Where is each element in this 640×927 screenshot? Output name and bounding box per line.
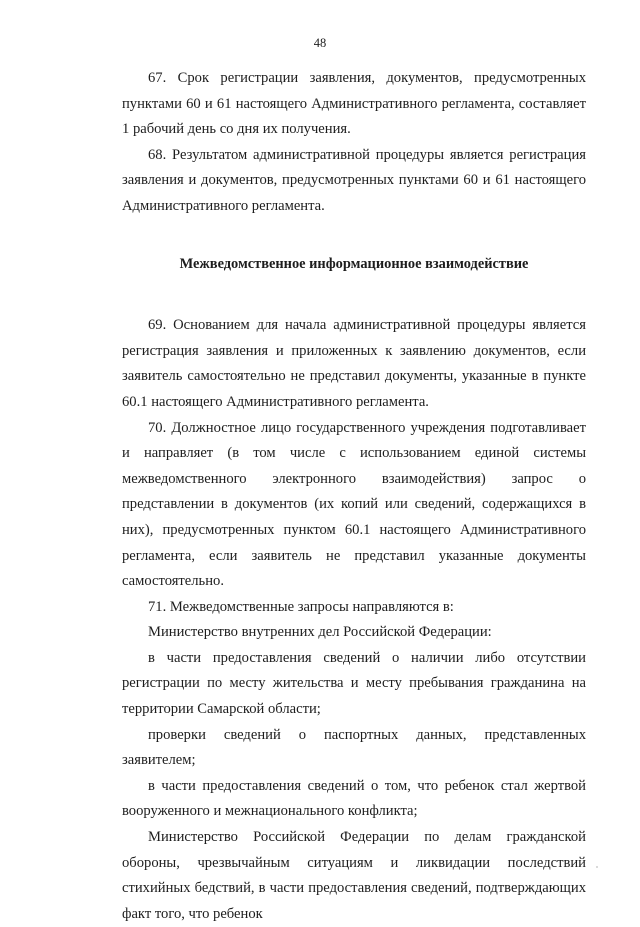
page-number: 48 — [313, 36, 327, 50]
paragraph-conflict-victim: в части предоставления сведений о том, что ребенок стал жертвой вооруженного и межнационального конфликта; — [122, 777, 586, 820]
paragraph-passport-check: проверки сведений о паспортных данных, представленных заявителем; — [122, 726, 586, 769]
paragraph-68: 68. Результатом административной процедуры является регистрация заявления и документов, предусмотренных пунктами 60 и 61 настоящего Административного регламента. — [122, 146, 586, 214]
document-body — [122, 66, 586, 927]
paragraph-registration-info: в части предоставления сведений о наличии либо отсутствии регистрации по месту жительства и месту пребывания гражданина на территории Самарской области; — [122, 649, 586, 718]
section-spacer — [122, 220, 586, 252]
section-spacer — [122, 277, 586, 313]
paragraph-71: 71. Межведомственные запросы направляются в: — [148, 598, 454, 615]
scan-speck — [596, 866, 598, 868]
paragraph-ministry-internal-affairs: Министерство внутренних дел Российской Федерации: — [148, 624, 492, 641]
section-heading: Межведомственное информационное взаимодействие — [179, 255, 529, 272]
paragraph-70: 70. Должностное лицо государственного учреждения подготавливает и направляет (в том числе с использованием единой системы межведомственного электронного взаимодействия) запрос о представлении в документов (их копий или сведений, содержащихся в них), предусмотренных пунктом 60.1 настоящего Административного регламента, если заявитель не представил указанные документы самостоятельно. — [122, 419, 586, 590]
paragraph-69: 69. Основанием для начала административной процедуры является регистрация заявления и приложенных к заявлению документов, если заявитель самостоятельно не представил документы, указанные в пункте 60.1 настоящего Административного регламента. — [122, 317, 586, 410]
paragraph-67: 67. Срок регистрации заявления, документов, предусмотренных пунктами 60 и 61 настоящего Административного регламента, составляет 1 рабочий день со дня их получения. — [122, 70, 586, 138]
paragraph-ministry-emergencies: Министерство Российской Федерации по делам гражданской обороны, чрезвычайным ситуациям и ликвидации последствий стихийных бедствий, в части предоставления сведений, подтверждающих факт того, что ребенок — [122, 829, 586, 922]
